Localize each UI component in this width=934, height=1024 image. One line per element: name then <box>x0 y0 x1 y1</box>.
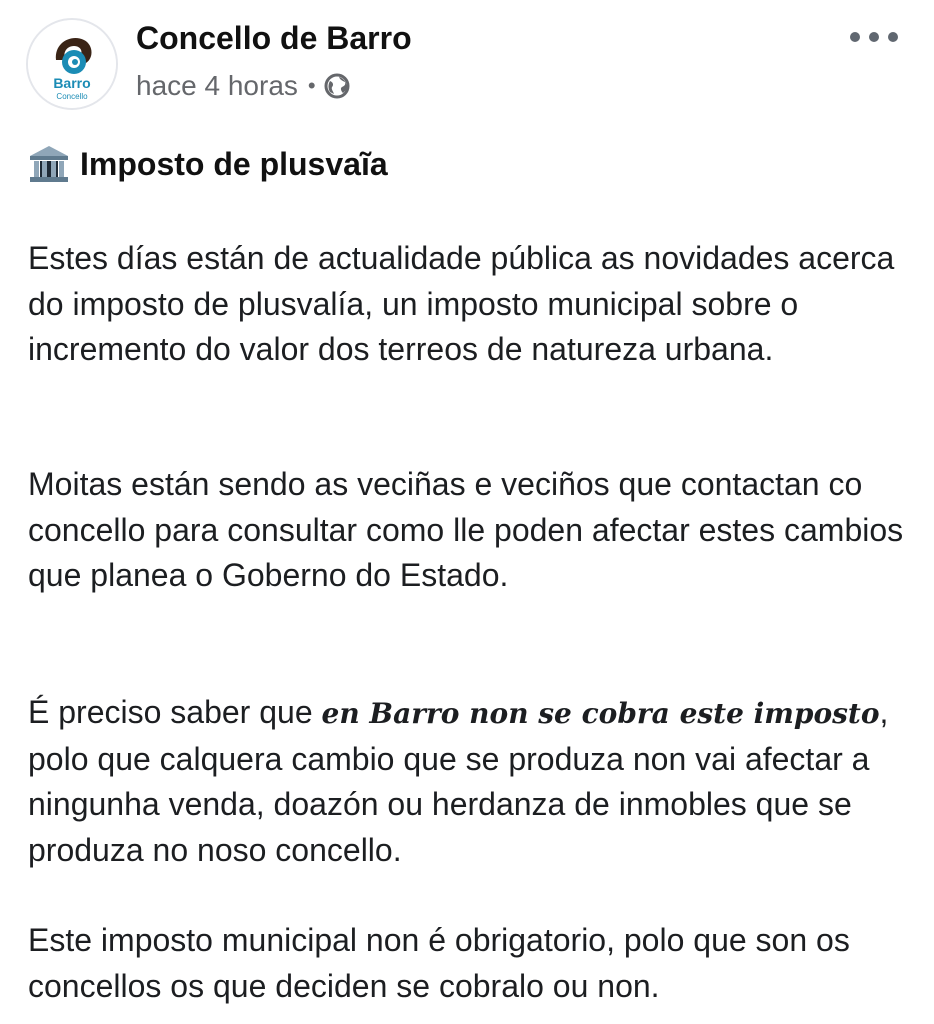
logo-text: Barro <box>53 75 91 91</box>
page-name[interactable]: Concello de Barro <box>136 20 412 56</box>
barro-logo <box>28 20 116 108</box>
more-dot <box>869 32 879 42</box>
post-paragraph-2: Moitas están sendo as veciñas e veciños que contactan co concello para consultar como lle poden afectar estes cambios que planea o Goberno do Estado. <box>28 466 904 593</box>
logo-subtext: Concello <box>56 92 88 101</box>
post-title-text: Imposto de plusvaĩa <box>80 145 388 182</box>
meta-separator: • <box>307 73 316 98</box>
post-title <box>28 140 918 188</box>
post-body <box>28 140 918 1004</box>
more-options-button[interactable] <box>850 22 898 52</box>
post-paragraph-4: Este imposto municipal non é obrigatorio, polo que son os concellos os que deciden se cobralo ou non. <box>28 922 850 1004</box>
page-avatar[interactable] <box>26 18 118 110</box>
more-dot <box>888 32 898 42</box>
paragraph-3-rest: , polo que calquera cambio que se produza non vai afectar a ningunha venda, doazón ou herdanza de inmobles que se produza no noso concello. <box>28 694 889 868</box>
paragraph-3-emphasis: en Barro non se cobra este imposto <box>321 697 880 730</box>
post-header <box>0 0 934 120</box>
post-timestamp[interactable]: hace 4 horas <box>136 70 298 101</box>
post-paragraph-1: Estes días están de actualidade pública as novidades acerca do imposto de plusvalía, un imposto municipal sobre o incremento do valor dos terreos de natureza urbana. <box>28 240 895 367</box>
post-paragraph-3 <box>28 690 918 873</box>
post-meta <box>136 70 350 102</box>
more-dot <box>850 32 860 42</box>
globe-icon[interactable] <box>324 73 350 99</box>
paragraph-3-intro: É preciso saber que <box>28 694 322 730</box>
classical-building-icon <box>28 144 70 184</box>
